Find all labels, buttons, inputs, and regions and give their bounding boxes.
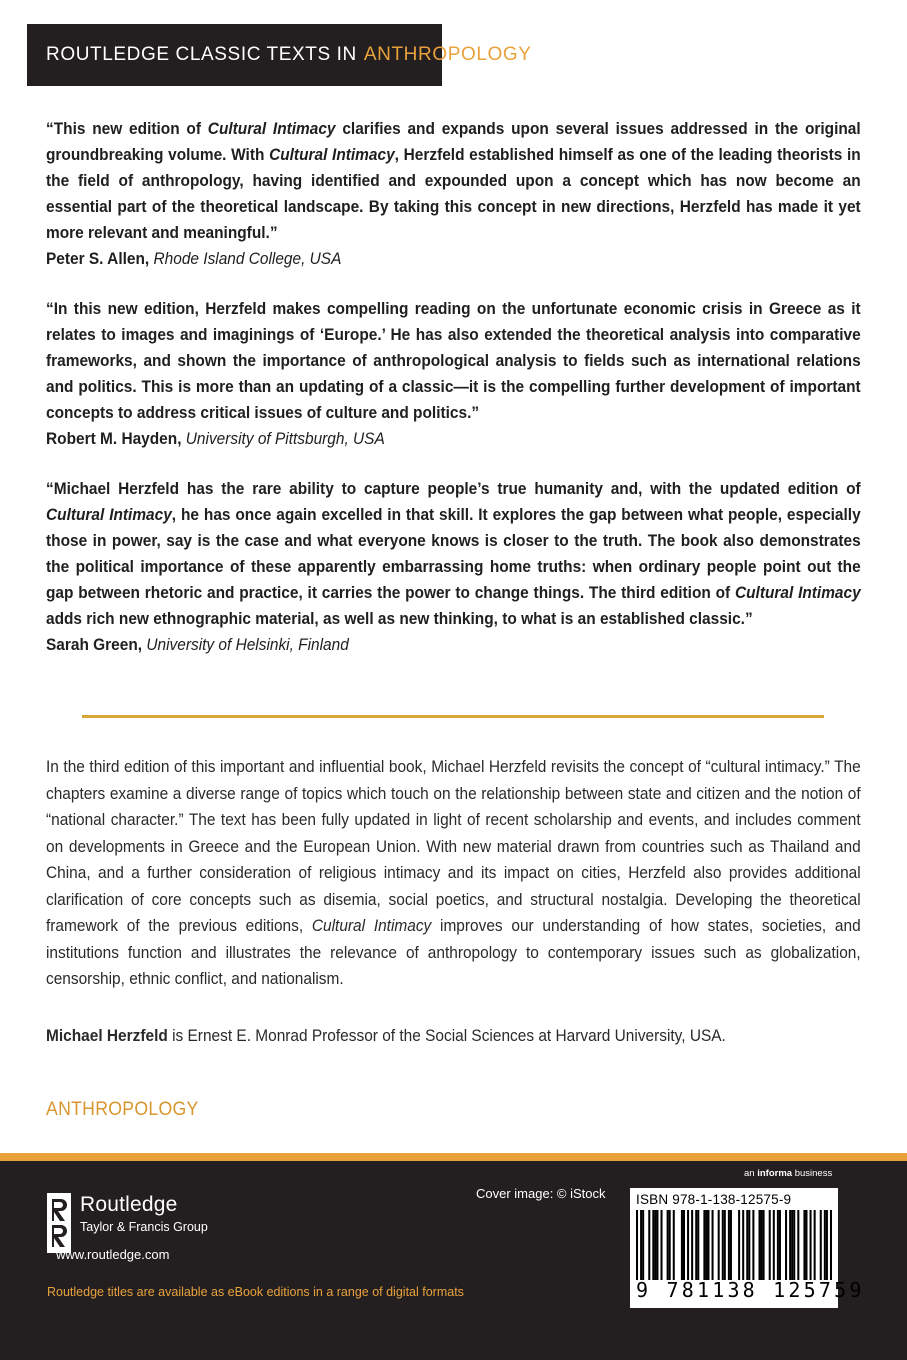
endorsement-3 (46, 476, 861, 658)
description-text: In the third edition of this important and influential book, Michael Herzfeld revisits the concept of “cultural intimacy.” The chapters examine a diverse range of topics which touch on the relationship between state and citizen and the notion of “national character.” The text has been fully updated in light of recent scholarship and events, and includes comment on developments in Greece and the European Union. With new material drawn from countries such as Thailand and China, and a further consideration of religious intimacy and its impact on cities, Herzfeld also provides additional clarification of core concepts such as disemia, social poetics, and structural nostalgia. Developing the theoretical framework of the previous editions, Cultural Intimacy improves our understanding of how states, societies, and institutions function and illustrates the relevance of anthropology to contemporary issues such as globalization, censorship, ethnic conflict, and nationalism. (46, 757, 861, 988)
book-description (46, 754, 861, 993)
endorsement-text: “In this new edition, Herzfeld makes compelling reading on the unfortunate economic crisis in Greece as it relates to images and imaginings of ‘Europe.’ He has also extended the theoretical analysis into comparative frameworks, and shown the importance of anthropological analysis to fields such as international relations and politics. This is more than an updating of a classic—it is the compelling further development of important concepts to address critical issues of culture and politics.” (46, 299, 861, 422)
endorsement-2 (46, 296, 861, 452)
series-subject: ANTHROPOLOGY (363, 44, 532, 65)
endorsements (46, 116, 861, 682)
section-divider (82, 715, 824, 718)
author-bio (46, 1023, 726, 1049)
author-bio-text: is Ernest E. Monrad Professor of the Social Sciences at Harvard University, USA. (167, 1026, 726, 1045)
barcode-graphic (636, 1210, 832, 1280)
endorsement-attribution: Robert M. Hayden, University of Pittsburgh, USA (46, 429, 385, 448)
publisher-logo (47, 1193, 208, 1253)
publisher-group: Taylor & Francis Group (80, 1220, 208, 1234)
series-title: ROUTLEDGE CLASSIC TEXTS IN (46, 44, 357, 65)
publisher-website: www.routledge.com (56, 1247, 170, 1262)
endorsement-attribution: Sarah Green, University of Helsinki, Finland (46, 635, 349, 654)
isbn-label: ISBN 978-1-138-12575-9 (636, 1192, 792, 1207)
barcode-digits: 9 781138 125759 (636, 1278, 865, 1302)
endorsement-text: “Michael Herzfeld has the rare ability to capture people’s true humanity and, with the updated edition of Cultural Intimacy, he has once again excelled in that skill. It explores the gap between what people, especially those in power, say is the case and what everyone knows is closer to the truth. The book also demonstrates the political importance of these apparently embarrassing home truths: when ordinary people point out the gap between rhetoric and practice, it carries the power to change things. The third edition of Cultural Intimacy adds rich new ethnographic material, as well as new thinking, to what is an established classic.” (46, 479, 861, 628)
endorsement-text: “This new edition of Cultural Intimacy clarifies and expands upon several issues addressed in the original groundbreaking volume. With Cultural Intimacy, Herzfeld established himself as one of the leading theorists in the field of anthropology, having identified and expounded upon a concept which has now become an essential part of the theoretical landscape. By taking this concept in new directions, Herzfeld has made it yet more relevant and meaningful.” (46, 119, 861, 242)
series-banner (27, 24, 532, 86)
endorsement-attribution: Peter S. Allen, Rhode Island College, USA (46, 249, 342, 268)
informa-tagline: an informa business (744, 1168, 833, 1179)
ebook-note: Routledge titles are available as eBook editions in a range of digital formats (47, 1285, 464, 1299)
author-name: Michael Herzfeld (46, 1026, 168, 1045)
cover-credit: Cover image: © iStock (476, 1186, 606, 1201)
subject-category: ANTHROPOLOGY (46, 1099, 199, 1120)
footer-band (0, 1153, 907, 1360)
publisher-name: Routledge (80, 1193, 178, 1216)
isbn-barcode (630, 1188, 865, 1308)
routledge-logo-icon (47, 1193, 71, 1253)
endorsement-1 (46, 116, 861, 272)
